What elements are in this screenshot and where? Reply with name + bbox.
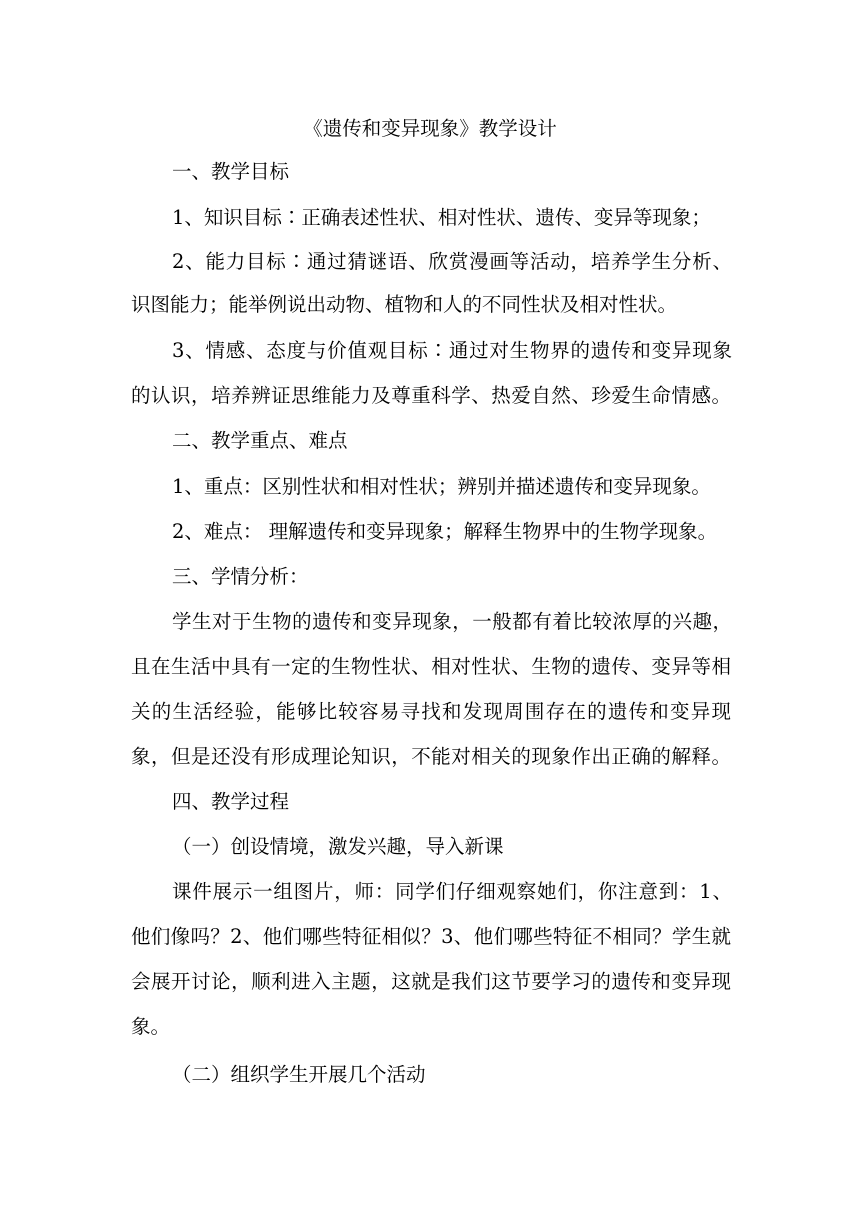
paragraph-knowledge-goal: 1、知识目标∶正确表述性状、相对性状、遗传、变异等现象； — [172, 206, 711, 229]
section-heading-process: 四、教学过程 — [172, 790, 290, 813]
section-heading-key-points: 二、教学重点、难点 — [172, 429, 348, 452]
paragraph-analysis-line4: 象，但是还没有形成理论知识，不能对相关的现象作出正确的解释。 — [131, 745, 731, 768]
paragraph-step1-line3: 会展开讨论，顺利进入主题，这就是我们这节要学习的遗传和变异现 — [131, 970, 731, 993]
section-heading-analysis: 三、学情分析： — [172, 565, 309, 588]
paragraph-step1-line2: 他们像吗？2、他们哪些特征相似？3、他们哪些特征不相同？学生就 — [131, 925, 731, 948]
paragraph-step1-line4: 象。 — [131, 1015, 171, 1038]
paragraph-analysis-line2: 且在生活中具有一定的生物性状、相对性状、生物的遗传、变异等相 — [131, 655, 731, 678]
subheading-step2: （二）组织学生开展几个活动 — [172, 1063, 426, 1086]
paragraph-attitude-goal-line2: 的认识，培养辨证思维能力及尊重科学、热爱自然、珍爱生命情感。 — [131, 384, 731, 407]
section-heading-objectives: 一、教学目标 — [172, 160, 290, 183]
paragraph-step1-line1: 课件展示一组图片，师：同学们仔细观察她们，你注意到：1、 — [172, 880, 732, 903]
paragraph-attitude-goal-line1: 3、情感、态度与价值观目标∶通过对生物界的遗传和变异现象 — [172, 339, 732, 362]
paragraph-difficult-point: 2、难点： 理解遗传和变异现象；解释生物界中的生物学现象。 — [172, 520, 718, 543]
document-title: 《遗传和变异现象》教学设计 — [303, 117, 557, 140]
paragraph-ability-goal-line2: 识图能力；能举例说出动物、植物和人的不同性状及相对性状。 — [131, 293, 678, 316]
paragraph-analysis-line1: 学生对于生物的遗传和变异现象，一般都有着比较浓厚的兴趣， — [172, 610, 732, 633]
paragraph-analysis-line3: 关的生活经验，能够比较容易寻找和发现周围存在的遗传和变异现 — [131, 700, 731, 723]
paragraph-key-point: 1、重点：区别性状和相对性状；辨别并描述遗传和变异现象。 — [172, 475, 711, 498]
subheading-step1: （一）创设情境，激发兴趣，导入新课 — [172, 835, 504, 858]
paragraph-ability-goal-line1: 2、能力目标∶通过猜谜语、欣赏漫画等活动，培养学生分析、 — [172, 250, 732, 273]
